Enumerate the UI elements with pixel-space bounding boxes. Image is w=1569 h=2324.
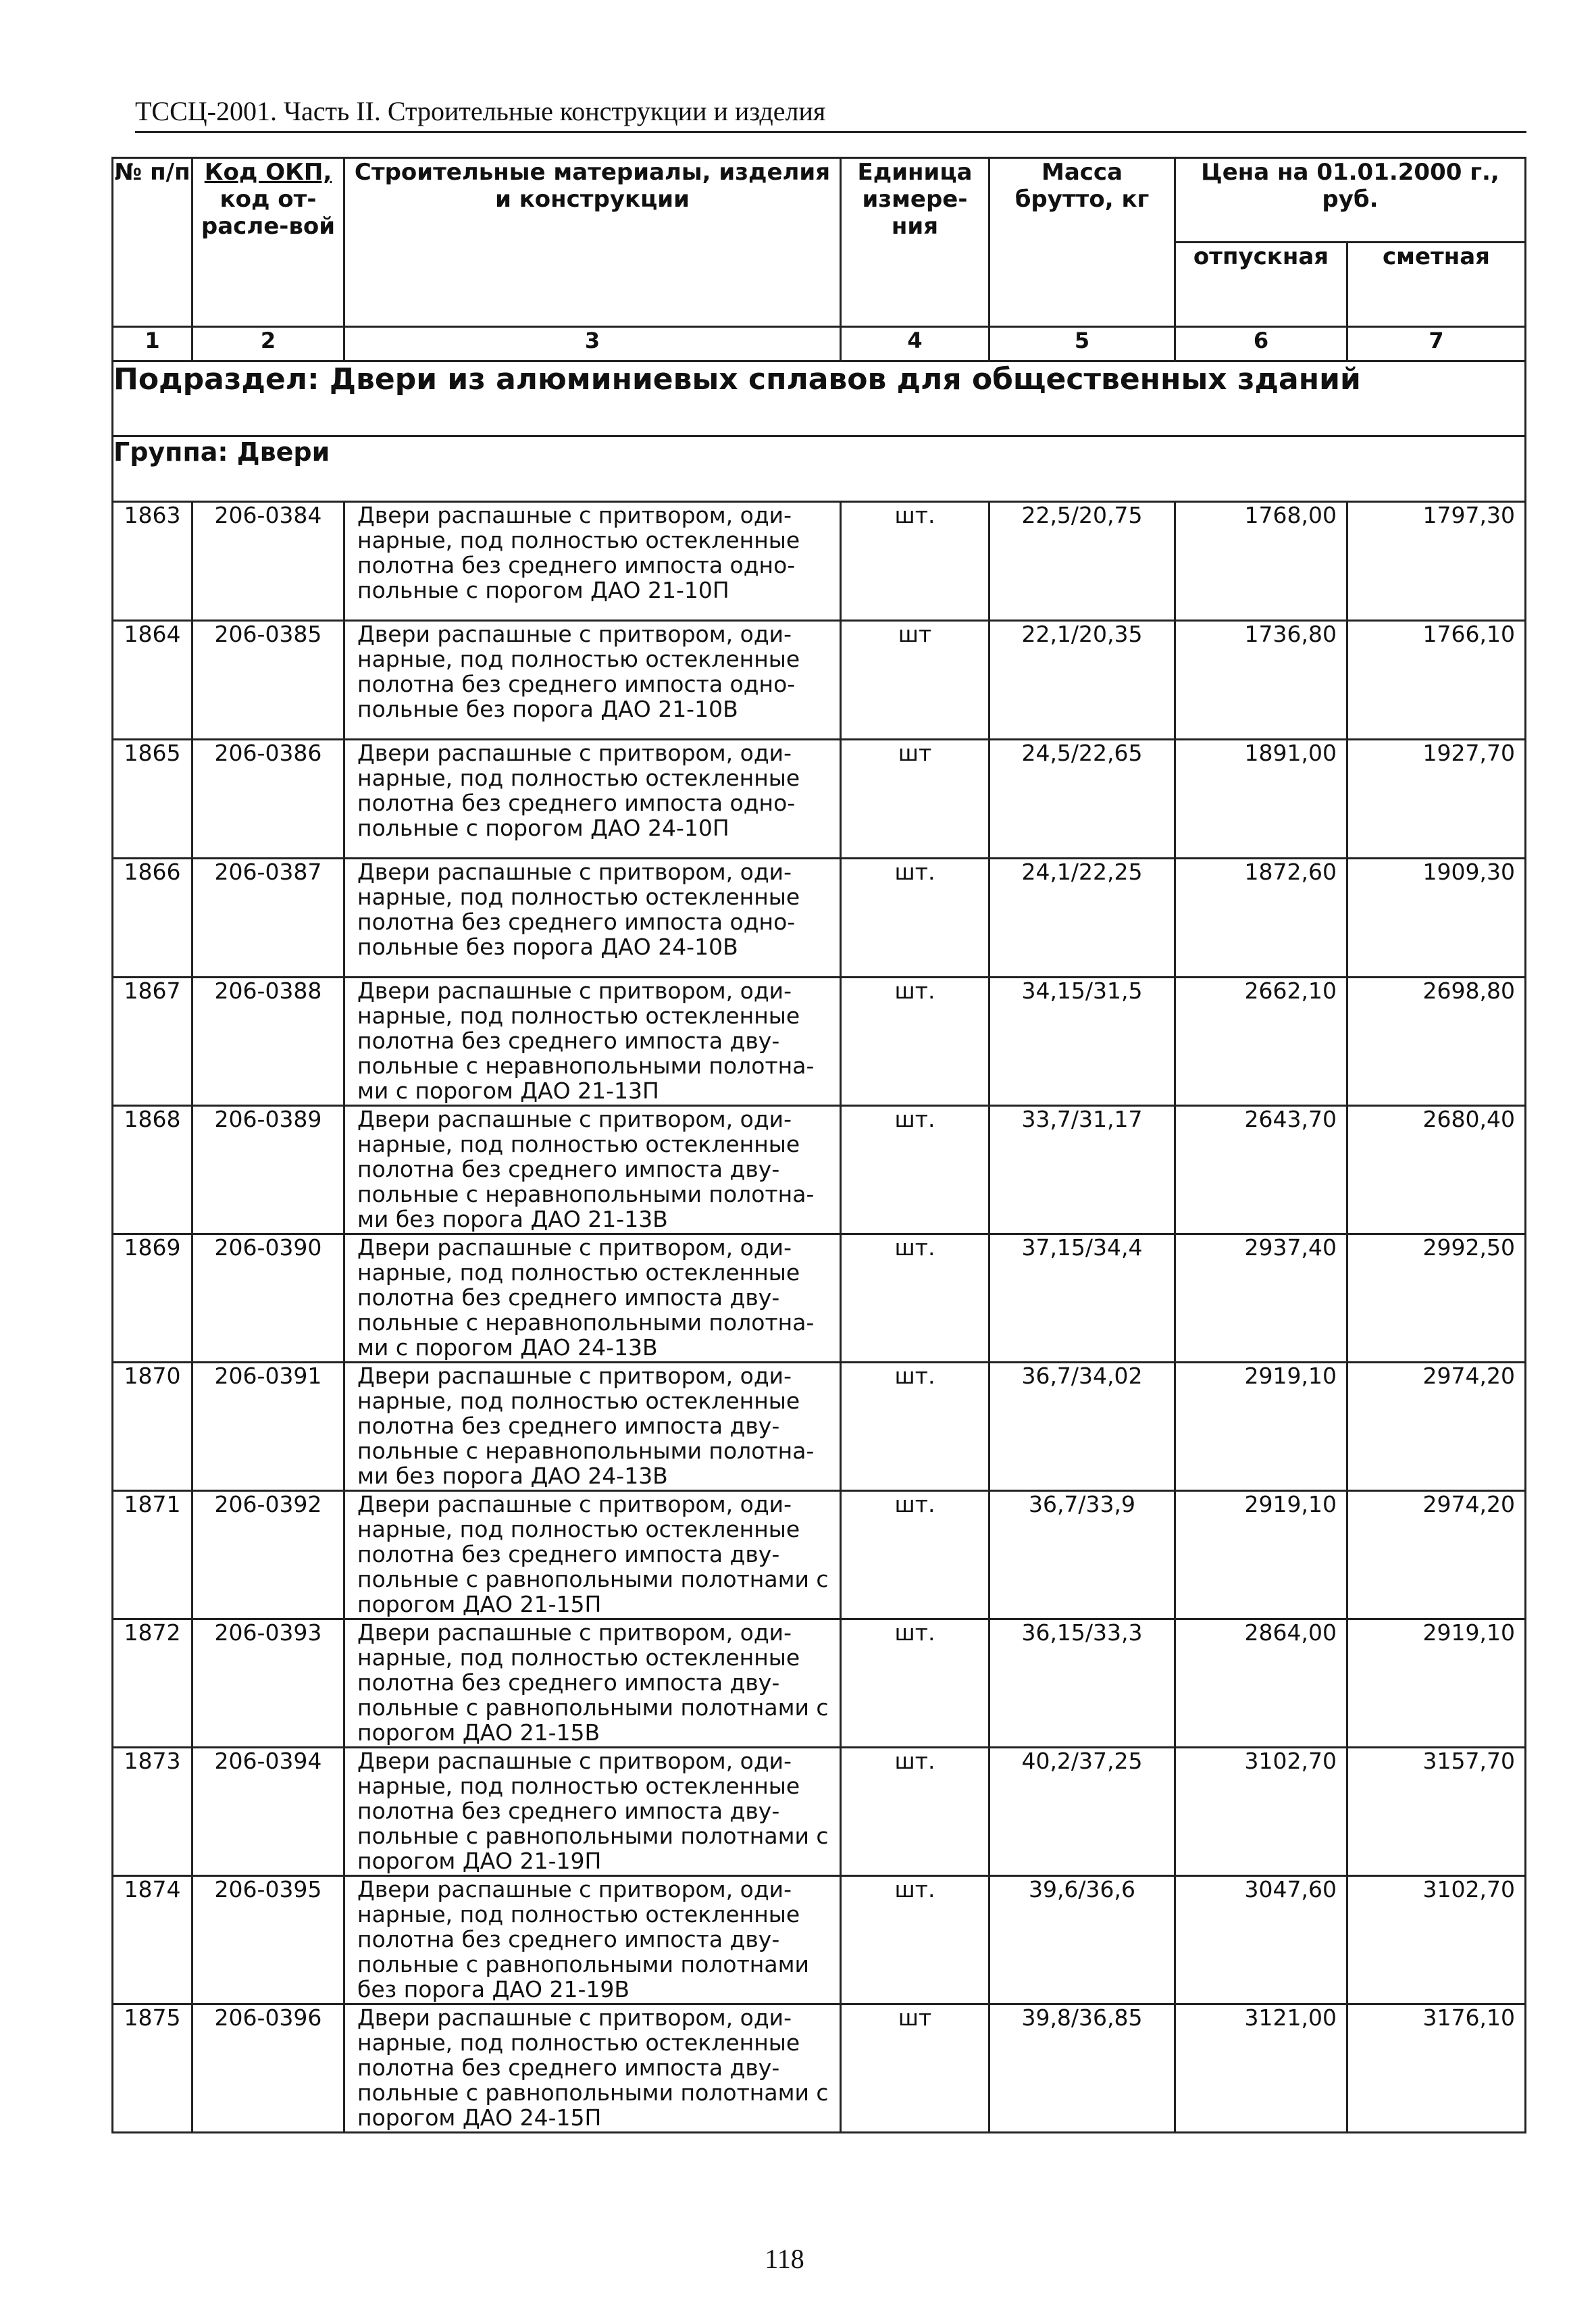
row-number xyxy=(113,1234,192,1363)
column-number: 5 xyxy=(989,327,1175,361)
unit-of-measure xyxy=(841,859,989,978)
gross-mass-text: 36,7/34,02 xyxy=(1021,1363,1143,1389)
group-title: Группа: Двери xyxy=(113,436,1526,502)
okp-code-text: 206-0392 xyxy=(214,1491,322,1517)
unit-of-measure-text: шт. xyxy=(894,1748,935,1774)
row-number-text: 1874 xyxy=(124,1876,181,1902)
material-name xyxy=(344,1748,841,1876)
okp-code-text: 206-0388 xyxy=(214,978,322,1004)
material-name-text: Двери распашные с притвором, оди- нарные, под полностью остекленные полотна без среднего импоста дву- польные с неравнопольными полотна- ми без порога ДАО 21-13В xyxy=(357,1106,815,1232)
okp-code xyxy=(192,859,344,978)
estimate-price xyxy=(1347,621,1526,740)
release-price xyxy=(1175,621,1347,740)
release-price xyxy=(1175,1363,1347,1491)
gross-mass-text: 24,1/22,25 xyxy=(1021,859,1143,885)
column-number: 4 xyxy=(841,327,989,361)
okp-code-text: 206-0396 xyxy=(214,2004,322,2031)
table-row xyxy=(113,1106,1526,1234)
okp-code xyxy=(192,1619,344,1748)
okp-code xyxy=(192,740,344,859)
row-number xyxy=(113,1748,192,1876)
estimate-price-text: 1766,10 xyxy=(1422,621,1516,647)
unit-of-measure-text: шт. xyxy=(894,1106,935,1132)
column-number: 1 xyxy=(113,327,192,361)
row-number-text: 1869 xyxy=(124,1234,181,1261)
unit-of-measure-text: шт. xyxy=(894,978,935,1004)
header-num: № п/п xyxy=(113,158,192,327)
okp-code-text: 206-0387 xyxy=(214,859,322,885)
material-name-text: Двери распашные с притвором, оди- нарные, под полностью остекленные полотна без среднего импоста дву- польные с равнопольными полотнами с порогом ДАО 21-15П xyxy=(357,1491,829,1617)
header-code-okp: Код ОКП, xyxy=(204,159,332,186)
material-name xyxy=(344,1234,841,1363)
header-code xyxy=(192,158,344,327)
gross-mass xyxy=(989,1748,1175,1876)
header-unit: Единица измере-ния xyxy=(841,158,989,327)
estimate-price xyxy=(1347,502,1526,621)
estimate-price xyxy=(1347,1363,1526,1491)
estimate-price-text: 2680,40 xyxy=(1422,1106,1516,1132)
column-number: 2 xyxy=(192,327,344,361)
gross-mass xyxy=(989,621,1175,740)
okp-code-text: 206-0391 xyxy=(214,1363,322,1389)
release-price xyxy=(1175,1748,1347,1876)
table-row xyxy=(113,2004,1526,2133)
gross-mass xyxy=(989,740,1175,859)
unit-of-measure-text: шт. xyxy=(894,1234,935,1261)
release-price-text: 3102,70 xyxy=(1244,1748,1337,1774)
unit-of-measure-text: шт xyxy=(898,2004,932,2031)
okp-code xyxy=(192,502,344,621)
release-price-text: 2919,10 xyxy=(1244,1491,1337,1517)
column-number-row xyxy=(113,327,1526,361)
row-number xyxy=(113,978,192,1106)
release-price xyxy=(1175,502,1347,621)
release-price-text: 2662,10 xyxy=(1244,978,1337,1004)
column-number: 6 xyxy=(1175,327,1347,361)
material-name-text: Двери распашные с притвором, оди- нарные, под полностью остекленные полотна без среднего импоста дву- польные с равнопольными полотнами с порогом ДАО 24-15П xyxy=(357,2004,829,2131)
table-row xyxy=(113,859,1526,978)
release-price xyxy=(1175,1876,1347,2004)
subsection-title: Подраздел: Двери из алюминиевых сплавов для общественных зданий xyxy=(113,361,1526,436)
unit-of-measure xyxy=(841,1619,989,1748)
row-number xyxy=(113,1363,192,1491)
gross-mass-text: 34,15/31,5 xyxy=(1021,978,1143,1004)
column-number: 7 xyxy=(1347,327,1526,361)
gross-mass-text: 37,15/34,4 xyxy=(1021,1234,1143,1261)
estimate-price-text: 2919,10 xyxy=(1422,1619,1516,1646)
gross-mass-text: 24,5/22,65 xyxy=(1021,740,1143,766)
release-price xyxy=(1175,1234,1347,1363)
gross-mass-text: 40,2/37,25 xyxy=(1021,1748,1143,1774)
gross-mass xyxy=(989,859,1175,978)
material-name-text: Двери распашные с притвором, оди- нарные, под полностью остекленные полотна без среднего импоста дву- польные с равнопольными полотнами без порога ДАО 21-19В xyxy=(357,1876,809,2002)
row-number-text: 1872 xyxy=(124,1619,181,1646)
unit-of-measure xyxy=(841,621,989,740)
column-number: 3 xyxy=(344,327,841,361)
okp-code-text: 206-0390 xyxy=(214,1234,322,1261)
okp-code xyxy=(192,1748,344,1876)
gross-mass xyxy=(989,2004,1175,2133)
estimate-price-text: 3102,70 xyxy=(1422,1876,1516,1902)
row-number-text: 1864 xyxy=(124,621,181,647)
okp-code-text: 206-0385 xyxy=(214,621,322,647)
estimate-price-text: 2992,50 xyxy=(1422,1234,1516,1261)
gross-mass xyxy=(989,1491,1175,1619)
row-number xyxy=(113,740,192,859)
estimate-price xyxy=(1347,978,1526,1106)
gross-mass-text: 22,5/20,75 xyxy=(1021,502,1143,528)
unit-of-measure xyxy=(841,978,989,1106)
row-number xyxy=(113,859,192,978)
okp-code xyxy=(192,1491,344,1619)
unit-of-measure xyxy=(841,502,989,621)
estimate-price-text: 2974,20 xyxy=(1422,1491,1516,1517)
release-price-text: 3121,00 xyxy=(1244,2004,1337,2031)
row-number-text: 1866 xyxy=(124,859,181,885)
gross-mass xyxy=(989,502,1175,621)
unit-of-measure xyxy=(841,1106,989,1234)
row-number-text: 1871 xyxy=(124,1491,181,1517)
release-price xyxy=(1175,859,1347,978)
material-name xyxy=(344,2004,841,2133)
unit-of-measure-text: шт. xyxy=(894,1491,935,1517)
unit-of-measure xyxy=(841,1748,989,1876)
estimate-price xyxy=(1347,1619,1526,1748)
okp-code-text: 206-0393 xyxy=(214,1619,322,1646)
okp-code xyxy=(192,1876,344,2004)
okp-code xyxy=(192,1106,344,1234)
table-row xyxy=(113,740,1526,859)
unit-of-measure xyxy=(841,1876,989,2004)
gross-mass-text: 36,7/33,9 xyxy=(1028,1491,1136,1517)
okp-code-text: 206-0384 xyxy=(214,502,322,528)
estimate-price xyxy=(1347,740,1526,859)
row-number-text: 1865 xyxy=(124,740,181,766)
material-name xyxy=(344,978,841,1106)
unit-of-measure-text: шт. xyxy=(894,1363,935,1389)
table-row xyxy=(113,1876,1526,2004)
material-name xyxy=(344,1491,841,1619)
okp-code-text: 206-0386 xyxy=(214,740,322,766)
group-row xyxy=(113,436,1526,502)
running-header: ТССЦ-2001. Часть II. Строительные конструкции и изделия xyxy=(135,95,1526,133)
header-price: Цена на 01.01.2000 г., руб. xyxy=(1175,158,1526,243)
okp-code xyxy=(192,621,344,740)
price-table xyxy=(111,157,1526,2133)
material-name xyxy=(344,859,841,978)
gross-mass xyxy=(989,1234,1175,1363)
material-name xyxy=(344,621,841,740)
material-name-text: Двери распашные с притвором, оди- нарные, под полностью остекленные полотна без среднего импоста одно- польные без порога ДАО 24-10В xyxy=(357,859,800,960)
gross-mass-text: 33,7/31,17 xyxy=(1021,1106,1143,1132)
material-name xyxy=(344,1876,841,2004)
material-name-text: Двери распашные с притвором, оди- нарные, под полностью остекленные полотна без среднего импоста одно- польные с порогом ДАО 24-10П xyxy=(357,740,800,841)
row-number-text: 1873 xyxy=(124,1748,181,1774)
unit-of-measure-text: шт. xyxy=(894,859,935,885)
estimate-price xyxy=(1347,1748,1526,1876)
release-price-text: 2643,70 xyxy=(1244,1106,1337,1132)
material-name-text: Двери распашные с притвором, оди- нарные, под полностью остекленные полотна без среднего импоста дву- польные с равнопольными полотнами с порогом ДАО 21-19П xyxy=(357,1748,829,1874)
row-number xyxy=(113,621,192,740)
estimate-price xyxy=(1347,1491,1526,1619)
row-number xyxy=(113,1876,192,2004)
unit-of-measure-text: шт xyxy=(898,740,932,766)
estimate-price xyxy=(1347,1234,1526,1363)
okp-code-text: 206-0395 xyxy=(214,1876,322,1902)
row-number xyxy=(113,1619,192,1748)
material-name xyxy=(344,740,841,859)
estimate-price-text: 1797,30 xyxy=(1422,502,1516,528)
header-price-estimate: сметная xyxy=(1347,243,1526,327)
material-name-text: Двери распашные с притвором, оди- нарные, под полностью остекленные полотна без среднего импоста дву- польные с неравнопольными полотна- ми с порогом ДАО 21-13П xyxy=(357,978,815,1104)
gross-mass xyxy=(989,1619,1175,1748)
row-number-text: 1875 xyxy=(124,2004,181,2031)
okp-code-text: 206-0394 xyxy=(214,1748,322,1774)
gross-mass xyxy=(989,978,1175,1106)
okp-code xyxy=(192,1363,344,1491)
unit-of-measure xyxy=(841,2004,989,2133)
material-name-text: Двери распашные с притвором, оди- нарные, под полностью остекленные полотна без среднего импоста одно- польные с порогом ДАО 21-10П xyxy=(357,502,800,603)
gross-mass-text: 39,6/36,6 xyxy=(1028,1876,1136,1902)
unit-of-measure-text: шт xyxy=(898,621,932,647)
release-price xyxy=(1175,1619,1347,1748)
release-price-text: 3047,60 xyxy=(1244,1876,1337,1902)
table-row xyxy=(113,502,1526,621)
release-price xyxy=(1175,740,1347,859)
estimate-price-text: 2974,20 xyxy=(1422,1363,1516,1389)
estimate-price-text: 3176,10 xyxy=(1422,2004,1516,2031)
estimate-price-text: 2698,80 xyxy=(1422,978,1516,1004)
subsection-row xyxy=(113,361,1526,436)
release-price-text: 2919,10 xyxy=(1244,1363,1337,1389)
material-name xyxy=(344,1106,841,1234)
unit-of-measure-text: шт. xyxy=(894,1876,935,1902)
row-number-text: 1867 xyxy=(124,978,181,1004)
header-name: Строительные материалы, изделия и конструкции xyxy=(344,158,841,327)
release-price-text: 1872,60 xyxy=(1244,859,1337,885)
estimate-price xyxy=(1347,859,1526,978)
unit-of-measure-text: шт. xyxy=(894,502,935,528)
table-row xyxy=(113,1748,1526,1876)
okp-code xyxy=(192,2004,344,2133)
estimate-price-text: 3157,70 xyxy=(1422,1748,1516,1774)
material-name-text: Двери распашные с притвором, оди- нарные, под полностью остекленные полотна без среднего импоста дву- польные с неравнопольными полотна- ми без порога ДАО 24-13В xyxy=(357,1363,815,1489)
header-mass: Масса брутто, кг xyxy=(989,158,1175,327)
row-number-text: 1863 xyxy=(124,502,181,528)
row-number xyxy=(113,1491,192,1619)
table-row xyxy=(113,1234,1526,1363)
okp-code xyxy=(192,978,344,1106)
row-number-text: 1870 xyxy=(124,1363,181,1389)
unit-of-measure xyxy=(841,1491,989,1619)
row-number xyxy=(113,1106,192,1234)
unit-of-measure-text: шт. xyxy=(894,1619,935,1646)
material-name xyxy=(344,1619,841,1748)
unit-of-measure xyxy=(841,1363,989,1491)
gross-mass xyxy=(989,1876,1175,2004)
estimate-price xyxy=(1347,1106,1526,1234)
table-row xyxy=(113,978,1526,1106)
gross-mass-text: 22,1/20,35 xyxy=(1021,621,1143,647)
header-price-release: отпускная xyxy=(1175,243,1347,327)
unit-of-measure xyxy=(841,740,989,859)
release-price xyxy=(1175,1491,1347,1619)
material-name-text: Двери распашные с притвором, оди- нарные, под полностью остекленные полотна без среднего импоста дву- польные с равнопольными полотнами с порогом ДАО 21-15В xyxy=(357,1619,829,1746)
unit-of-measure xyxy=(841,1234,989,1363)
estimate-price-text: 1927,70 xyxy=(1422,740,1516,766)
gross-mass xyxy=(989,1106,1175,1234)
estimate-price-text: 1909,30 xyxy=(1422,859,1516,885)
table-row xyxy=(113,1619,1526,1748)
release-price-text: 1736,80 xyxy=(1244,621,1337,647)
row-number xyxy=(113,2004,192,2133)
release-price-text: 2864,00 xyxy=(1244,1619,1337,1646)
material-name-text: Двери распашные с притвором, оди- нарные, под полностью остекленные полотна без среднего импоста одно- польные без порога ДАО 21-10В xyxy=(357,621,800,722)
row-number xyxy=(113,502,192,621)
table-row xyxy=(113,1363,1526,1491)
release-price-text: 1768,00 xyxy=(1244,502,1337,528)
header-code-branch: код от-расле-вой xyxy=(201,186,336,240)
row-number-text: 1868 xyxy=(124,1106,181,1132)
material-name xyxy=(344,502,841,621)
estimate-price xyxy=(1347,1876,1526,2004)
material-name-text: Двери распашные с притвором, оди- нарные, под полностью остекленные полотна без среднего импоста дву- польные с неравнопольными полотна- ми с порогом ДАО 24-13В xyxy=(357,1234,815,1361)
gross-mass-text: 36,15/33,3 xyxy=(1021,1619,1143,1646)
material-name xyxy=(344,1363,841,1491)
estimate-price xyxy=(1347,2004,1526,2133)
release-price xyxy=(1175,978,1347,1106)
release-price xyxy=(1175,2004,1347,2133)
release-price-text: 1891,00 xyxy=(1244,740,1337,766)
release-price-text: 2937,40 xyxy=(1244,1234,1337,1261)
gross-mass-text: 39,8/36,85 xyxy=(1021,2004,1143,2031)
table-row xyxy=(113,1491,1526,1619)
okp-code xyxy=(192,1234,344,1363)
release-price xyxy=(1175,1106,1347,1234)
table-row xyxy=(113,621,1526,740)
gross-mass xyxy=(989,1363,1175,1491)
okp-code-text: 206-0389 xyxy=(214,1106,322,1132)
page-number: 118 xyxy=(765,2244,804,2274)
